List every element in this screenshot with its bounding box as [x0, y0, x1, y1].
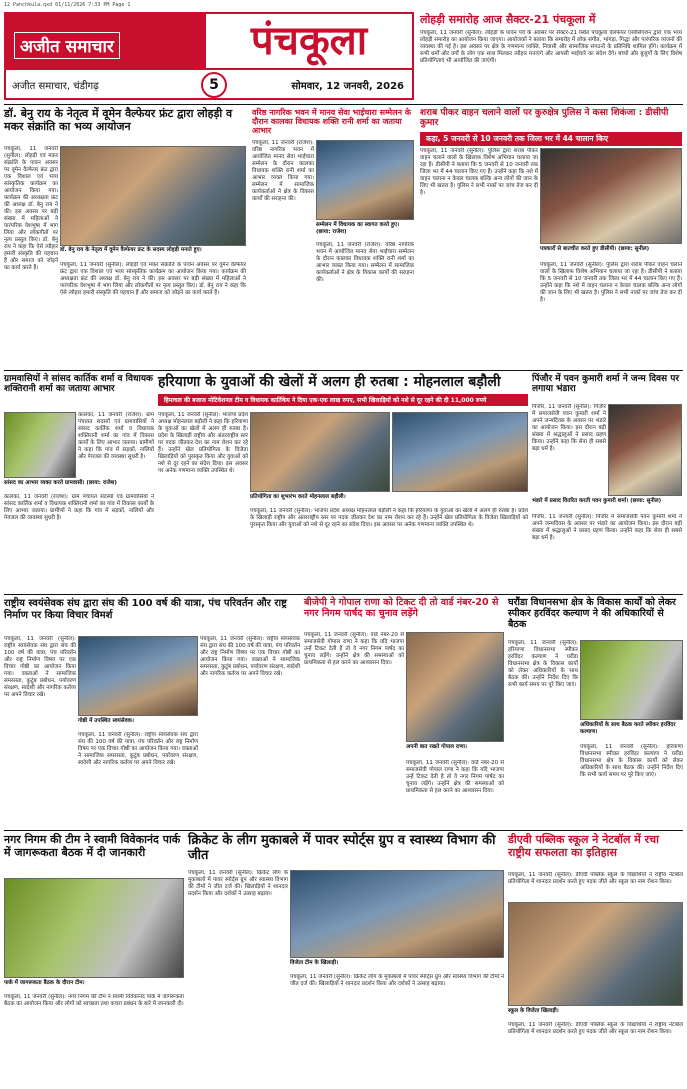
- body-rss: पंचकूला, 11 जनवरी (सुनील): राष्ट्रीय स्वयंसेवक संघ द्वारा संघ की 100 वर्ष की यात्रा, पंच परिवर्तन और राष्ट्र निर्माण विषय पर एक विचार गोष्ठी का आयोजन किया गया। वक्ताओं ने सामाजिक समरसता, कुटुंब प्रबोधन, पर्यावरण संरक्षण, स्वदेशी और नागरिक कर्तव्य पर अपने विचार रखे।: [4, 636, 76, 698]
- body-pinjore-cont: पिंजौर, 11 जनवरी (सुनील): पिंजौर में समाजसेवी पवन कुमारी शर्मा ने अपने जन्मदिवस के अवसर पर भंडारे का आयोजन किया। इस दौरान बड़ी संख्या में श्रद्धालुओं ने प्रसाद ग्रहण किया। उन्होंने कहा कि सेवा ही सबसे बड़ा धर्म है।: [532, 514, 682, 541]
- headline-pinjore: पिंजौर में पवन कुमारी शर्मा ने जन्म दिवस पर लगाया भंडारा: [532, 374, 680, 395]
- body-women-front: पंचकूला, 11 जनवरी (सुनील): लोहड़ी एवं मकर संक्रांति के पावन अवसर पर वूमेन वैल्फेयर फ्रंट द्वारा एक विशाल एवं भव्य सांस्कृतिक कार्यक्रम का आयोजन किया गया। कार्यक्रम की अध्यक्षता फ्रंट की अध्यक्ष डॉ. बेनु राय ने की। इस अवसर पर बड़ी संख्या में महिलाओं ने पारंपरिक वेशभूषा में भाग लिया और लोकगीतों पर नृत्य प्रस्तुत किए। डॉ. बेनु राय ने कहा कि ऐसे त्यौहार हमारी संस्कृति की पहचान हैं और समाज को जोड़ने का कार्य करते हैं।: [4, 146, 58, 271]
- divider: [4, 594, 683, 595]
- headline-cricket: क्रिकेट के लीग मुकाबले में पावर स्पोर्ट्स ग्रुप व स्वास्थ्य विभाग की जीत: [188, 833, 496, 863]
- body-gharaunda: पंचकूला, 11 जनवरी (सुनील): हरियाणा विधानसभा स्पीकर हरविंदर कल्याण ने घरौंडा विधानसभा क्षेत्र के विकास कार्यों को लेकर अधिकारियों के साथ बैठक की। उन्होंने निर्देश दिए कि सभी कार्य समय पर पूरे किए जाएं।: [508, 640, 578, 688]
- photo-haryana-youth-2: [392, 412, 528, 492]
- headline-haryana-youth: हरियाणा के युवाओं की खेलों में अलग ही रुतबा : मोहनलाल बड़ौली: [158, 374, 501, 390]
- photo-senior-citizen: [316, 140, 414, 220]
- body-gharaunda-cont: पंचकूला, 11 जनवरी (सुनील): हरियाणा विधानसभा स्पीकर हरविंदर कल्याण ने घरौंडा विधानसभा क्षेत्र के विकास कार्यों को लेकर अधिकारियों के साथ बैठक की। उन्होंने निर्देश दिए कि सभी कार्य समय पर पूरे किए जाएं।: [580, 744, 683, 778]
- photo-women-front: [60, 146, 246, 246]
- body-haryana-youth: पंचकूला, 11 जनवरी (सुनील): भाजपा प्रदेश अध्यक्ष मोहनलाल बड़ौली ने कहा कि हरियाणा के युवाओं का खेलों में अलग ही रुतबा है। प्रदेश के खिलाड़ी राष्ट्रीय और अंतरराष्ट्रीय स्तर पर पदक जीतकर देश का नाम रोशन कर रहे हैं। उन्होंने खेल प्रतियोगिता के विजेता खिलाड़ियों को पुरस्कृत किया और युवाओं को नशे से दूर रहने का संदेश दिया। इस अवसर पर अनेक गणमान्य व्यक्ति उपस्थित थे।: [158, 412, 248, 474]
- caption-gharaunda: अधिकारियों के साथ बैठक करते स्पीकर हरविंदर कल्याण।: [580, 722, 676, 735]
- photo-villagers: [4, 412, 76, 478]
- caption-gopal-rana: अपनी बात रखते गोपाल राणा।: [406, 744, 468, 750]
- masthead: [4, 12, 414, 100]
- photo-gopal-rana: [406, 632, 504, 742]
- page-number: 5: [201, 72, 227, 98]
- divider: [4, 830, 683, 831]
- photo-dav-netball: [508, 902, 683, 1006]
- headline-villagers: ग्रामवासियों ने सांसद कार्तिक शर्मा व विधायक शक्तिरानी शर्मा का जताया आभार: [4, 374, 153, 395]
- photo-cricket: [290, 870, 504, 958]
- photo-haryana-youth-1: [250, 412, 390, 492]
- photo-dcp: [540, 148, 682, 244]
- body-pinjore: पिंजौर, 11 जनवरी (सुनील): पिंजौर में समाजसेवी पवन कुमारी शर्मा ने अपने जन्मदिवस के अवसर पर भंडारे का आयोजन किया। इस दौरान बड़ी संख्या में श्रद्धालुओं ने प्रसाद ग्रहण किया। उन्होंने कहा कि सेवा ही सबसे बड़ा धर्म है।: [532, 404, 606, 452]
- caption-nagar-nigam: पार्क में जागरूकता बैठक के दौरान टीम।: [4, 980, 85, 986]
- photo-pinjore: [608, 404, 682, 496]
- headline-senior-citizen: वरिष्ठ नागरिक भवन में मानव सेवा भाईचारा सम्मेलन के दौरान कालका विधायक शक्ति रानी शर्मा का जताया आभार: [252, 108, 411, 136]
- caption-pinjore: भंडारे में प्रसाद वितरित करती पवन कुमारी शर्मा। (छाया: सुनील): [532, 498, 662, 504]
- body-dav-netball: पंचकूला, 11 जनवरी (सुनील): डीएवी पब्लिक स्कूल के विद्यार्थियों ने राष्ट्रीय नेटबॉल प्रतियोगिता में शानदार प्रदर्शन करते हुए पदक जीते और स्कूल का नाम रोशन किया।: [508, 872, 683, 885]
- body-nagar-nigam: पंचकूला, 11 जनवरी (सुनील): नगर निगम की टीम ने स्वामी विवेकानंद पार्क में जागरूकता बैठक का आयोजन किया और लोगों को स्वच्छता तथा कचरा प्रबंधन के बारे में जानकारी दी।: [4, 994, 184, 1007]
- masthead-red-panel: [6, 14, 206, 68]
- headline-gharaunda: घरौंडा विधानसभा क्षेत्र के विकास कार्यों को लेकर स्पीकर हरविंदर कल्याण ने की अधिकारियों से बैठक: [508, 597, 676, 630]
- body-gopal-rana-cont: पंचकूला, 11 जनवरी (सुनील): वार्ड नंबर-20 से समाजसेवी गोपाल राणा ने कहा कि यदि भाजपा उन्हें टिकट देती है तो वे नगर निगम पार्षद का चुनाव लड़ेंगे। उन्होंने क्षेत्र की समस्याओं को प्राथमिकता से हल करने का आश्वासन दिया।: [406, 760, 504, 794]
- masthead-info-bar: [6, 68, 412, 98]
- headline-women-front: डॉ. बेनु राय के नेतृत्व में वूमेन वैल्फेयर फ्रंट द्वारा लोहड़ी व मकर संक्रांति का भव्य आयोजन: [4, 107, 233, 133]
- body-drunk-driving: पंचकूला, 11 जनवरी (सुनील): पुलिस द्वारा शराब पीकर वाहन चलाने वालों के खिलाफ विशेष अभियान चलाया जा रहा है। डीसीपी ने बताया कि 5 जनवरी से 10 जनवरी तक जिला भर में 44 चालान किए गए हैं। उन्होंने कहा कि नशे में वाहन चलाना न केवल चालक बल्कि अन्य लोगों की जान के लिए भी खतरा है। पुलिस ने सभी नाकों पर जांच तेज कर दी है।: [420, 148, 538, 196]
- body-senior-citizen-cont: पंचकूला, 11 जनवरी (राजेश): वरिष्ठ नागरिक भवन में आयोजित मानव सेवा भाईचारा सम्मेलन के दौरान कालका विधायक शक्ति रानी शर्मा का आभार व्यक्त किया गया। सम्मेलन में सामाजिक कार्यकर्ताओं ने क्षेत्र के विकास कार्यों की सराहना की।: [316, 242, 414, 283]
- caption-villagers: सांसद का आभार व्यक्त करते ग्रामवासी। (छाया: राजेश): [4, 480, 117, 486]
- body-senior-citizen: पंचकूला, 11 जनवरी (राजेश): वरिष्ठ नागरिक भवन में आयोजित मानव सेवा भाईचारा सम्मेलन के दौरान कालका विधायक शक्ति रानी शर्मा का आभार व्यक्त किया गया। सम्मेलन में सामाजिक कार्यकर्ताओं ने क्षेत्र के विकास कार्यों की सराहना की।: [252, 140, 314, 202]
- body-rss-cont: पंचकूला, 11 जनवरी (सुनील): राष्ट्रीय स्वयंसेवक संघ द्वारा संघ की 100 वर्ष की यात्रा, पंच परिवर्तन और राष्ट्र निर्माण विषय पर एक विचार गोष्ठी का आयोजन किया गया। वक्ताओं ने सामाजिक समरसता, कुटुंब प्रबोधन, पर्यावरण संरक्षण, स्वदेशी और नागरिक कर्तव्य पर अपने विचार रखे।: [200, 636, 300, 677]
- divider: [4, 370, 683, 371]
- caption-senior-citizen: सम्मेलन में विधायक का स्वागत करते हुए। (छाया: राजेश): [316, 222, 400, 235]
- caption-rss: गोष्ठी में उपस्थित स्वयंसेवक।: [78, 718, 134, 724]
- brand-name: अजीत समाचार: [14, 32, 120, 59]
- body-haryana-youth-cont: पंचकूला, 11 जनवरी (सुनील): भाजपा प्रदेश अध्यक्ष मोहनलाल बड़ौली ने कहा कि हरियाणा के युवाओं का खेलों में अलग ही रुतबा है। प्रदेश के खिलाड़ी राष्ट्रीय और अंतरराष्ट्रीय स्तर पर पदक जीतकर देश का नाम रोशन कर रहे हैं। उन्होंने खेल प्रतियोगिता के विजेता खिलाड़ियों को पुरस्कृत किया और युवाओं को नशे से दूर रहने का संदेश दिया। इस अवसर पर अनेक गणमान्य व्यक्ति उपस्थित थे।: [250, 508, 528, 528]
- body-women-front-cont: पंचकूला, 11 जनवरी (सुनील): लोहड़ी एवं मकर संक्रांति के पावन अवसर पर वूमेन वैल्फेयर फ्रंट द्वारा एक विशाल एवं भव्य सांस्कृतिक कार्यक्रम का आयोजन किया गया। कार्यक्रम की अध्यक्षता फ्रंट की अध्यक्ष डॉ. बेनु राय ने की। इस अवसर पर बड़ी संख्या में महिलाओं ने पारंपरिक वेशभूषा में भाग लिया और लोकगीतों पर नृत्य प्रस्तुत किए। डॉ. बेनु राय ने कहा कि ऐसे त्यौहार हमारी संस्कृति की पहचान हैं और समाज को जोड़ने का कार्य करते हैं।: [60, 262, 246, 296]
- subhead-haryana-youth: हिमाचल की बजाज मोटिवेशनल टीम व विधायक कार्तिकेय ने दिया एक-एक लाख रुपए, सभी खिलाड़ियों को नशे से दूर रहने की दी 11,000 रुपये: [158, 394, 528, 406]
- headline-gopal-rana: बीजेपी ने गोपाल राणा को टिकट दी तो वार्ड नंबर-20 से नगर निगम पार्षद का चुनाव लड़ेंगे: [304, 597, 499, 619]
- body-gopal-rana: पंचकूला, 11 जनवरी (सुनील): वार्ड नंबर-20 से समाजसेवी गोपाल राणा ने कहा कि यदि भाजपा उन्हें टिकट देती है तो वे नगर निगम पार्षद का चुनाव लड़ेंगे। उन्होंने क्षेत्र की समस्याओं को प्राथमिकता से हल करने का आश्वासन दिया।: [304, 632, 404, 666]
- print-slug: 12 Panchkula.qxd 01/11/2026 7:33 PM Page 1: [4, 2, 131, 8]
- body-cricket: पंचकूला, 11 जनवरी (सुनील): क्रिकेट लीग के मुकाबलों में पावर स्पोर्ट्स ग्रुप और स्वास्थ्य विभाग की टीमों ने जीत दर्ज की। खिलाड़ियों ने शानदार प्रदर्शन किया और दर्शकों ने उत्साह बढ़ाया।: [188, 870, 288, 897]
- photo-nagar-nigam: [4, 878, 184, 978]
- masthead-location: अजीत समाचार, चंडीगढ़: [12, 81, 99, 92]
- body-lohri-21: पंचकूला, 11 जनवरी (सुनील): लोहड़ी के पावन पर्व के अवसर पर सैक्टर-21 स्थित पंचकूला वेलफेयर एसोसिएशन द्वारा एक भव्य लोहड़ी समारोह का आयोजन किया जाएगा। आयोजकों ने बताया कि समारोह में लोक संगीत, भांगड़ा, गिद्धा और पारंपरिक व्यंजनों की व्यवस्था की गई है। इस अवसर पर क्षेत्र के गणमान्य व्यक्ति, निवासी और सामाजिक संगठनों के प्रतिनिधि शामिल होंगे। कार्यक्रम में सभी धर्मों और वर्गों के लोग एक साथ मिलकर त्यौहार मनाएंगे और आपसी भाईचारे का संदेश देंगे। बच्चों और बुजुर्गों के लिए विशेष प्रतियोगिताएं भी आयोजित की जाएंगी।: [420, 30, 682, 64]
- subhead-drunk-driving: कहा, 5 जनवरी से 10 जनवरी तक जिला भर में 44 चालान किए: [420, 132, 682, 146]
- caption-dav-netball: स्कूल के विजेता खिलाड़ी।: [508, 1008, 559, 1014]
- body-drunk-driving-cont: पंचकूला, 11 जनवरी (सुनील): पुलिस द्वारा शराब पीकर वाहन चलाने वालों के खिलाफ विशेष अभियान चलाया जा रहा है। डीसीपी ने बताया कि 5 जनवरी से 10 जनवरी तक जिला भर में 44 चालान किए गए हैं। उन्होंने कहा कि नशे में वाहन चलाना न केवल चालक बल्कि अन्य लोगों की जान के लिए भी खतरा है। पुलिस ने सभी नाकों पर जांच तेज कर दी है।: [540, 262, 682, 303]
- headline-dav-netball: डीएवी पब्लिक स्कूल ने नेटबॉल में रचा राष्ट्रीय सफलता का इतिहास: [508, 833, 660, 859]
- photo-rss: [78, 636, 198, 716]
- headline-lohri-21: लोहड़ी समारोह आज सैक्टर-21 पंचकूला में: [420, 13, 596, 26]
- caption-dcp: पत्रकारों से बातचीत करते हुए डीसीपी। (छाया: सुनील): [540, 246, 650, 252]
- body-rss-cont2: पंचकूला, 11 जनवरी (सुनील): राष्ट्रीय स्वयंसेवक संघ द्वारा संघ की 100 वर्ष की यात्रा, पंच परिवर्तन और राष्ट्र निर्माण विषय पर एक विचार गोष्ठी का आयोजन किया गया। वक्ताओं ने सामाजिक समरसता, कुटुंब प्रबोधन, पर्यावरण संरक्षण, स्वदेशी और नागरिक कर्तव्य पर अपने विचार रखे।: [78, 732, 198, 766]
- body-villagers-cont: कालका, 11 जनवरी (राजेश): ग्राम पंचायत सदस्यों एवं ग्रामवासियों ने सांसद कार्तिक शर्मा व विधायक शक्तिरानी शर्मा का गांव में विकास कार्यों के लिए आभार जताया। ग्रामीणों ने कहा कि गांव में सड़कों, नालियों और पेयजल की व्यवस्था सुधरी है।: [4, 494, 154, 521]
- headline-rss: राष्ट्रीय स्वयंसेवक संघ द्वारा संघ की 100 वर्ष की यात्रा, पंच परिवर्तन और राष्ट्र निर्माण पर किया विचार विमर्श: [4, 598, 287, 621]
- caption-haryana-youth: प्रतियोगिता का शुभारंभ करते मोहनलाल बड़ौली।: [250, 494, 346, 500]
- divider: [4, 104, 683, 105]
- caption-cricket: विजेता टीम के खिलाड़ी।: [290, 960, 339, 966]
- photo-gharaunda: [580, 640, 683, 720]
- body-dav-netball-cont: पंचकूला, 11 जनवरी (सुनील): डीएवी पब्लिक स्कूल के विद्यार्थियों ने राष्ट्रीय नेटबॉल प्रतियोगिता में शानदार प्रदर्शन करते हुए पदक जीते और स्कूल का नाम रोशन किया।: [508, 1022, 683, 1035]
- body-cricket-cont: पंचकूला, 11 जनवरी (सुनील): क्रिकेट लीग के मुकाबलों में पावर स्पोर्ट्स ग्रुप और स्वास्थ्य विभाग की टीमों ने जीत दर्ज की। खिलाड़ियों ने शानदार प्रदर्शन किया और दर्शकों ने उत्साह बढ़ाया।: [290, 974, 504, 987]
- issue-date: सोमवार, 12 जनवरी, 2026: [291, 81, 404, 92]
- page-title: पंचकूला: [250, 18, 368, 64]
- caption-women-front: डॉ. बेनु राय के नेतृत्व में वूमेन वैल्फेयर फ्रंट के सदस्य लोहड़ी मनाते हुए।: [60, 247, 202, 253]
- body-villagers: कालका, 11 जनवरी (राजेश): ग्राम पंचायत सदस्यों एवं ग्रामवासियों ने सांसद कार्तिक शर्मा व विधायक शक्तिरानी शर्मा का गांव में विकास कार्यों के लिए आभार जताया। ग्रामीणों ने कहा कि गांव में सड़कों, नालियों और पेयजल की व्यवस्था सुधरी है।: [78, 412, 154, 460]
- headline-drunk-driving: शराब पीकर वाहन चलाने वालों पर कुरुक्षेत्र पुलिस ने कसा शिकंजा : डीसीपी कुमार: [420, 108, 669, 129]
- headline-nagar-nigam: नगर निगम की टीम ने स्वामी विवेकानंद पार्क में जागरूकता बैठक में दी जानकारी: [4, 833, 181, 859]
